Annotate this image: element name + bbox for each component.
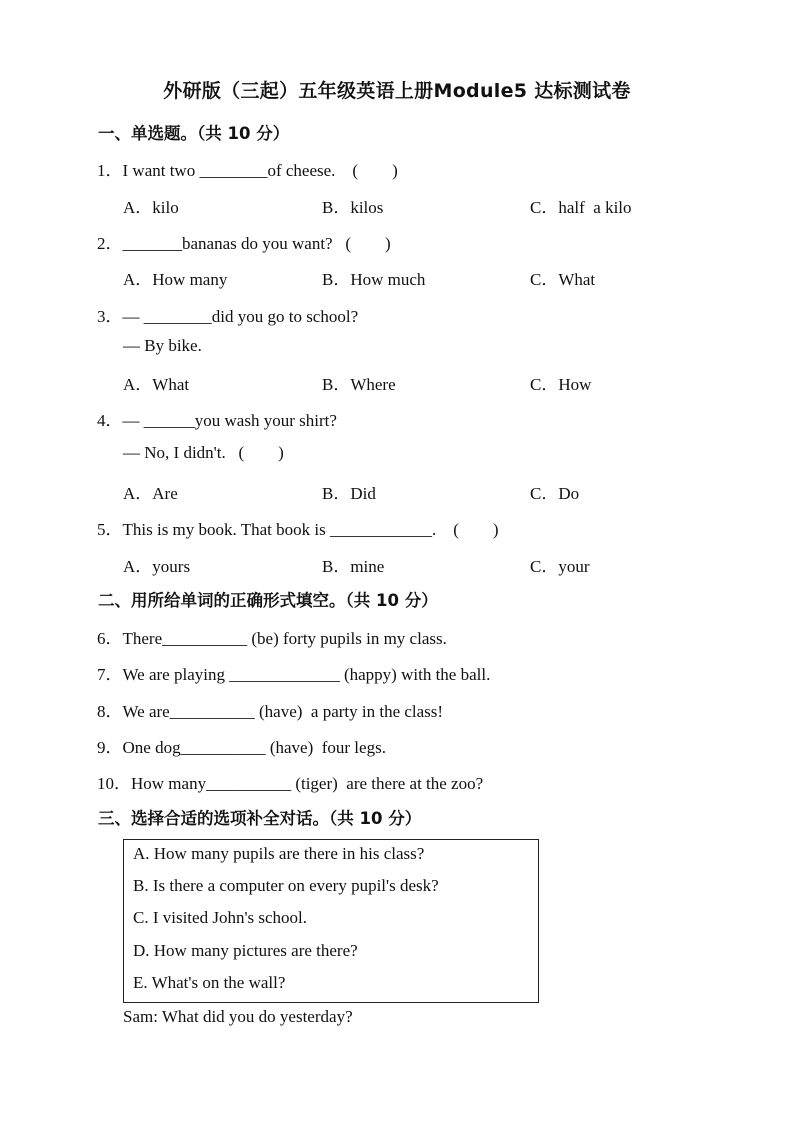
q1-option-b: B．kilos xyxy=(322,198,384,217)
dialog-option-d: D. How many pictures are there? xyxy=(133,941,358,960)
q4-option-b: B．Did xyxy=(322,484,376,503)
q3-reply: — By bike. xyxy=(123,336,202,355)
section-heading-1: 一、单选题。（共 10 分） xyxy=(98,124,290,143)
q4-option-a: A．Are xyxy=(123,484,178,503)
page-title: 外研版（三起）五年级英语上册Module5 达标测试卷 xyxy=(163,80,631,102)
q4-reply: — No, I didn't. ( ) xyxy=(123,443,284,462)
question-1: 1．I want two ________of cheese. ( ) xyxy=(97,161,398,180)
question-2: 2．_______bananas do you want? ( ) xyxy=(97,234,391,253)
section-heading-2: 二、用所给单词的正确形式填空。（共 10 分） xyxy=(98,591,438,610)
q5-option-b: B．mine xyxy=(322,557,385,576)
q3-option-a: A．What xyxy=(123,375,190,394)
fill-question-9: 9．One dog__________ (have) four legs. xyxy=(97,738,386,757)
q4-option-c: C．Do xyxy=(530,484,580,503)
dialog-line-sam: Sam: What did you do yesterday? xyxy=(123,1007,353,1026)
question-3: 3．— ________did you go to school? xyxy=(97,307,359,326)
q5-option-c: C．your xyxy=(530,557,590,576)
dialog-option-e: E. What's on the wall? xyxy=(133,973,286,992)
q1-option-c: C．half a kilo xyxy=(530,198,632,217)
dialog-option-b: B. Is there a computer on every pupil's desk? xyxy=(133,876,439,895)
fill-question-8: 8．We are__________ (have) a party in the class! xyxy=(97,702,444,721)
fill-question-10: 10．How many__________ (tiger) are there at the zoo? xyxy=(97,774,484,793)
question-5: 5．This is my book. That book is ____________. ( ) xyxy=(97,520,499,539)
fill-question-6: 6．There__________ (be) forty pupils in my class. xyxy=(97,629,447,648)
dialog-option-a: A. How many pupils are there in his class? xyxy=(133,844,425,863)
q2-option-a: A．How many xyxy=(123,270,228,289)
q2-option-b: B．How much xyxy=(322,270,426,289)
dialog-option-c: C. I visited John's school. xyxy=(133,908,308,927)
question-4: 4．— ______you wash your shirt? xyxy=(97,411,337,430)
q2-option-c: C．What xyxy=(530,270,596,289)
section-heading-3: 三、选择合适的选项补全对话。（共 10 分） xyxy=(98,809,422,828)
fill-question-7: 7．We are playing _____________ (happy) with the ball. xyxy=(97,665,491,684)
dialog-options-box xyxy=(123,839,539,1003)
q3-option-b: B．Where xyxy=(322,375,396,394)
q5-option-a: A．yours xyxy=(123,557,191,576)
q3-option-c: C．How xyxy=(530,375,592,394)
q1-option-a: A．kilo xyxy=(123,198,179,217)
